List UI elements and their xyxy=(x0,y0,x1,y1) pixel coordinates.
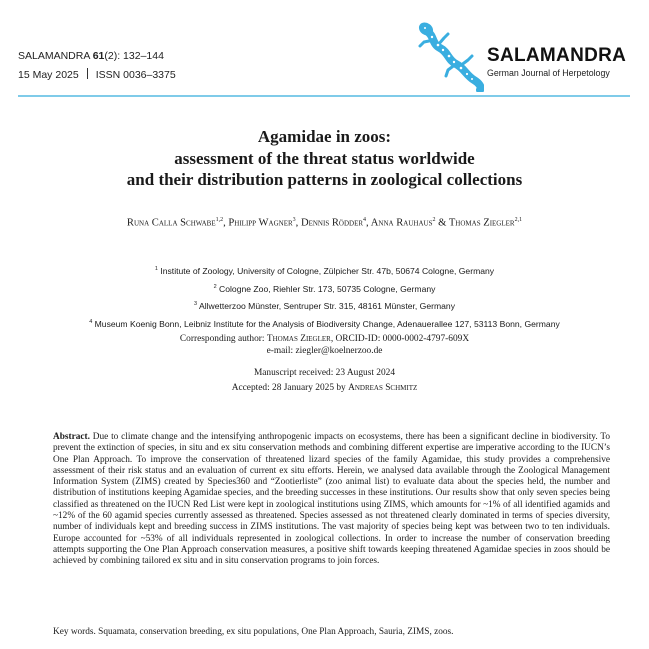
affiliation-text: Allwetterzoo Münster, Sentruper Str. 315, 48161 Münster, Germany xyxy=(198,301,456,312)
accepted-editor: Andreas Schmitz xyxy=(348,383,418,393)
author-separator: , xyxy=(295,217,301,229)
affiliation-text: Cologne Zoo, Riehler Str. 173, 50735 Cologne, Germany xyxy=(219,283,436,294)
header-rule xyxy=(18,95,630,97)
affiliations xyxy=(0,262,649,333)
corresponding-prefix: Corresponding author: xyxy=(179,334,267,344)
author-name: Dennis Rödder xyxy=(300,217,364,229)
received-date: Manuscript received: 23 August 2024 xyxy=(253,368,396,378)
author-separator: & xyxy=(435,217,449,229)
author-name: Philipp Wagner xyxy=(228,217,293,229)
author-affil-ref: 1,2 xyxy=(215,217,224,223)
author-separator: , xyxy=(223,217,229,229)
journal-issue-pages: (2): 132–144 xyxy=(104,50,164,62)
corresponding-name: Thomas Ziegler xyxy=(266,334,331,344)
author-list xyxy=(0,217,649,229)
author-separator: , xyxy=(366,217,371,229)
accepted-line xyxy=(0,381,649,396)
affiliation-number: 3 xyxy=(193,301,198,308)
affiliation-number: 1 xyxy=(154,266,158,272)
affiliation-item xyxy=(0,297,649,315)
keywords: Key words. Squamata, conservation breeding, ex situ populations, One Plan Approach, Sauria, ZIMS, zoos. xyxy=(53,627,454,637)
corresponding-orcid: , ORCID-ID: 0000-0002-4797-609X xyxy=(330,334,470,344)
title-line: and their distribution patterns in zoological collections xyxy=(126,170,523,189)
article-title xyxy=(0,126,649,191)
affiliation-item xyxy=(0,262,649,280)
affiliation-item xyxy=(0,315,649,333)
affiliation-text: Museum Koenig Bonn, Leibniz Institute for the Analysis of Biodiversity Change, Adenauerallee 127, 53113 Bonn, Germany xyxy=(94,318,560,329)
title-line: Agamidae in zoos: xyxy=(257,127,392,146)
accepted-date: Accepted: 28 January 2025 by xyxy=(231,383,349,393)
corresponding-email[interactable]: e-mail: ziegler@koelnerzoo.de xyxy=(266,346,383,356)
author-name: Anna Rauhaus xyxy=(370,217,433,229)
abstract-label: Abstract. xyxy=(53,432,90,442)
author-affil-ref: 2,1 xyxy=(514,217,523,223)
title-line: assessment of the threat status worldwide xyxy=(174,148,475,168)
author-affil-ref: 2 xyxy=(432,217,436,223)
author-affil-ref: 4 xyxy=(363,217,367,223)
journal-volume-line xyxy=(18,47,176,66)
affiliation-text: Institute of Zoology, University of Cologne, Zülpicher Str. 47b, 50674 Cologne, Germany xyxy=(160,265,495,276)
brand-block xyxy=(487,45,626,78)
issn: ISSN 0036–3375 xyxy=(95,69,176,81)
affiliation-number: 4 xyxy=(89,318,93,325)
author-affil-ref: 3 xyxy=(292,217,296,223)
author-name: Runa Calla Schwabe xyxy=(126,217,216,229)
journal-date-line xyxy=(18,66,176,85)
manuscript-dates xyxy=(0,366,649,396)
publication-date: 15 May 2025 xyxy=(18,69,79,81)
salamander-logo-icon xyxy=(416,20,484,92)
abstract xyxy=(53,432,610,568)
journal-volume: 61 xyxy=(92,50,105,62)
brand-subtitle: German Journal of Herpetology xyxy=(487,68,610,78)
header-divider xyxy=(87,68,88,79)
affiliation-item xyxy=(0,280,649,298)
journal-name: SALAMANDRA xyxy=(18,50,90,62)
abstract-text: Due to climate change and the intensifying anthropogenic impacts on ecosystems, there has been a significant decline in biodiversity. To prevent the extinction of species, in situ and ex situ conservation methods and combining different expertise are imperative according to the IUCN’s One Plan Approach. To improve the conservation of threatened lizard species of the family Agamidae, this study provides a comprehensive assessment of their risk status and an evaluation of current ex situ efforts. Herein, we analysed data available through the Zoological Management Information System (ZIMS) created by Species360 and “Zootierliste” (zoo animal list) to evaluate data about the species held, the number and distribution of institutions keeping Agamidae species, and the breeding successes in these institutions. Our results show that only seven species being classified as threatened on the IUCN Red List were kept in zoological institutions using ZIMS, which amounts for ~1% of all identified agamids and ~12% of the 60 agamid species currently assessed as threatened. Species assessed as not threatened clearly dominated in terms of species diversity, number of individuals kept and breeding success in ZIMS institutions. The vast majority of species being kept was between two to ten individuals. Europe accounted for ~53% of all individuals represented in zoological collections. In order to increase the number of conservation breeding attempts supporting the One Plan Approach conservation measures, a positive shift towards keeping threatened Agamidae species in zoos should be achieved by combining tailored ex situ and in situ conservation programs to join forces. xyxy=(53,432,610,567)
journal-citation xyxy=(18,47,176,85)
author-name: Thomas Ziegler xyxy=(448,217,515,229)
affiliation-number: 2 xyxy=(213,283,217,290)
corresponding-author xyxy=(0,333,649,357)
corresponding-line xyxy=(0,333,649,345)
brand-title: SALAMANDRA xyxy=(487,45,627,66)
